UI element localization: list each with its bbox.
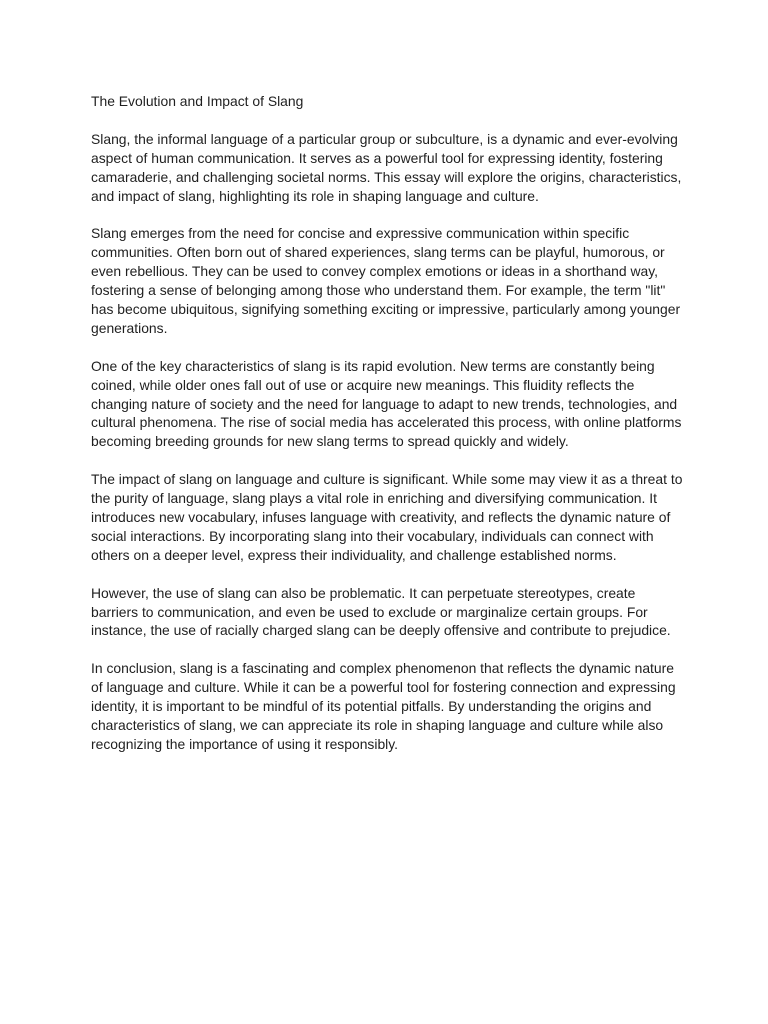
paragraph-intro: Slang, the informal language of a particular group or subculture, is a dynamic and ever-evolving aspect of human communication. It serves as a powerful tool for expressing identity, fostering camaraderie, and challenging societal norms. This essay will explore the origins, characteristics, and impact of slang, highlighting its role in shaping language and culture. — [91, 130, 682, 204]
paragraph-origins: Slang emerges from the need for concise and expressive communication within specific communities. Often born out of shared experiences, slang terms can be playful, humorous, or even rebellious. They can be used to convey complex emotions or ideas in a shorthand way, fostering a sense of belonging among those who understand them. For example, the term "lit" has become ubiquitous, signifying something exciting or impressive, particularly among younger generations. — [91, 225, 681, 336]
paragraph-impact: The impact of slang on language and culture is significant. While some may view it as a threat to the purity of language, slang plays a vital role in enriching and diversifying communication. It introduces new vocabulary, infuses language with creativity, and reflects the dynamic nature of social interactions. By incorporating slang into their vocabulary, individuals can connect with others on a deeper level, express their individuality, and challenge established norms. — [91, 471, 683, 563]
paragraph-problems: However, the use of slang can also be problematic. It can perpetuate stereotypes, create barriers to communication, and even be used to exclude or marginalize certain groups. For instance, the use of racially charged slang can be deeply offensive and contribute to prejudice. — [91, 584, 671, 639]
paragraph-conclusion: In conclusion, slang is a fascinating and complex phenomenon that reflects the dynamic nature of language and culture. While it can be a powerful tool for fostering connection and expressing identity, it is important to be mindful of its potential pitfalls. By understanding the origins and characteristics of slang, we can appreciate its role in shaping language and culture while also recognizing the importance of using it responsibly. — [91, 660, 676, 752]
paragraph-evolution: One of the key characteristics of slang is its rapid evolution. New terms are constantly being coined, while older ones fall out of use or acquire new meanings. This fluidity reflects the changing nature of society and the need for language to adapt to new trends, technologies, and cultural phenomena. The rise of social media has accelerated this process, with online platforms becoming breeding grounds for new slang terms to spread quickly and widely. — [91, 357, 682, 450]
document-body — [91, 92, 683, 773]
document-title: The Evolution and Impact of Slang — [91, 93, 304, 109]
